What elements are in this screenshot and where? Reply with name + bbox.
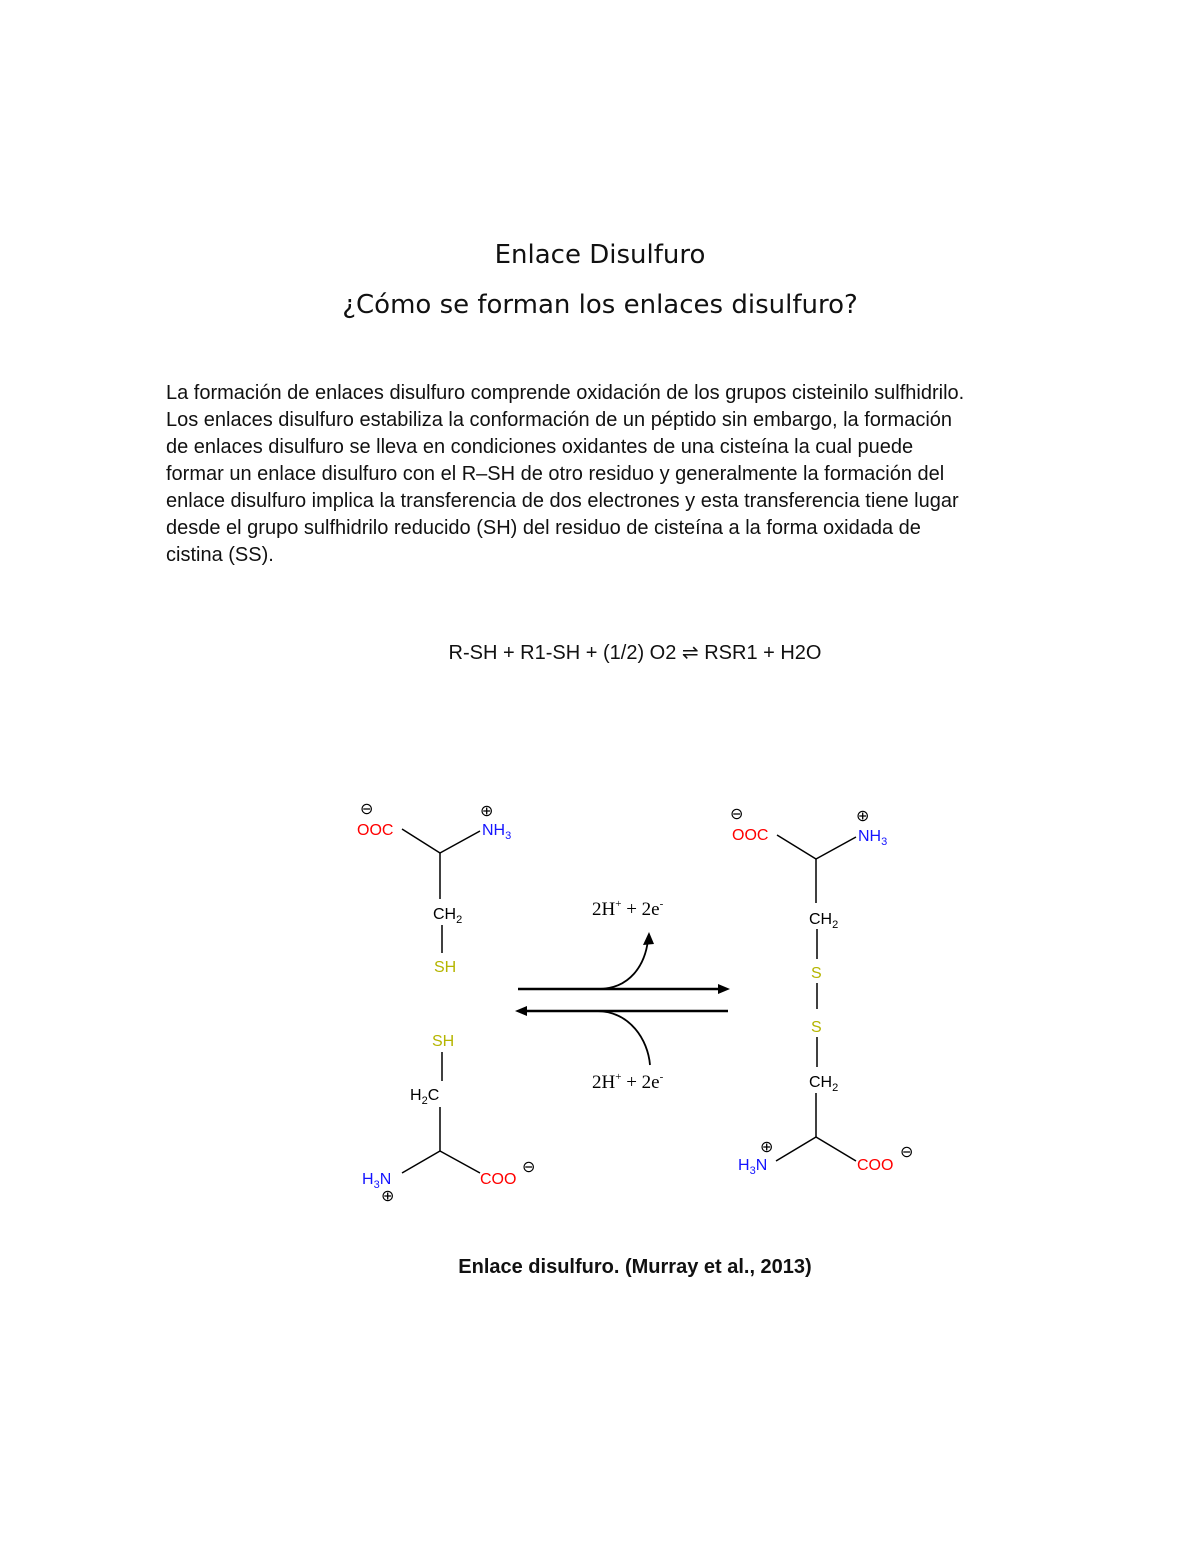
reaction-label-top: 2H+ + 2e- xyxy=(592,898,664,920)
bond-line xyxy=(402,1151,440,1173)
paragraph-line: formar un enlace disulfuro con el R–SH de otro residuo y generalmente la formación del xyxy=(166,463,945,485)
disulfide-diagram xyxy=(340,795,940,1215)
document-title: Enlace Disulfuro xyxy=(494,240,706,270)
paragraph-line: La formación de enlaces disulfuro comprende oxidación de los grupos cisteinilo sulfhidrilo. xyxy=(166,382,965,404)
paragraph-line: enlace disulfuro implica la transferencia de dos electrones y esta transferencia tiene lugar xyxy=(166,490,959,512)
release-curve-arrow xyxy=(598,940,648,989)
methylene-label: $CH_2$ xyxy=(809,1074,839,1094)
amine-label: $H_3N$ xyxy=(738,1157,768,1177)
release-arrowhead xyxy=(643,932,654,945)
carboxylate-label: COO xyxy=(857,1157,894,1174)
carboxylate-label: OOC xyxy=(732,827,769,844)
negative-charge-symbol: ⊖ xyxy=(730,806,744,823)
positive-charge-symbol: ⊕ xyxy=(760,1139,774,1156)
carboxylate-label: OOC xyxy=(357,822,394,839)
negative-charge-symbol: ⊖ xyxy=(360,801,374,818)
equilibrium-arrows xyxy=(515,898,730,1093)
document-subtitle: ¿Cómo se forman los enlaces disulfuro? xyxy=(342,290,858,320)
cystine-product xyxy=(730,806,913,1177)
paragraph-line: desde el grupo sulfhidrilo reducido (SH) del residuo de cisteína a la forma oxidada de xyxy=(166,517,921,539)
methylene-label: $H_2C$ xyxy=(410,1087,440,1107)
negative-charge-symbol: ⊖ xyxy=(522,1159,536,1176)
carboxylate-label: COO xyxy=(480,1171,517,1188)
positive-charge-symbol: ⊕ xyxy=(480,803,494,820)
figure-caption: Enlace disulfuro. (Murray et al., 2013) xyxy=(458,1256,812,1278)
reaction-equation: R-SH + R1-SH + (1/2) O2 ⇌ RSR1 + H2O xyxy=(448,642,822,664)
methylene-label: $CH_2$ xyxy=(809,911,839,931)
methylene-label: $CH_2$ xyxy=(433,906,463,926)
body-paragraph xyxy=(166,380,1046,569)
paragraph-line: de enlaces disulfuro se lleva en condiciones oxidantes de una cisteína la cual puede xyxy=(166,436,914,458)
positive-charge-symbol: ⊕ xyxy=(381,1188,395,1205)
reverse-arrowhead xyxy=(515,1006,527,1016)
positive-charge-symbol: ⊕ xyxy=(856,808,870,825)
amine-label: $H_3N$ xyxy=(362,1171,392,1191)
reaction-label-bottom: 2H+ + 2e- xyxy=(592,1071,664,1093)
bond-line xyxy=(402,829,440,853)
paragraph-line: cistina (SS). xyxy=(166,544,274,566)
amine-label: $NH_3$ xyxy=(482,822,512,842)
paragraph-line: Los enlaces disulfuro estabiliza la conformación de un péptido sin embargo, la formación xyxy=(166,409,953,431)
bond-line xyxy=(776,1137,816,1161)
cysteine-bottom xyxy=(362,1033,535,1205)
disulfide-reaction-figure xyxy=(340,795,940,1215)
negative-charge-symbol: ⊖ xyxy=(900,1144,914,1161)
sulfur-label: S xyxy=(811,1019,822,1036)
bond-line xyxy=(440,1151,480,1173)
bond-line xyxy=(777,835,816,859)
bond-line xyxy=(816,1137,856,1161)
uptake-curve-arrow xyxy=(596,1011,650,1065)
amine-label: $NH_3$ xyxy=(858,828,888,848)
thiol-label: SH xyxy=(432,1033,455,1050)
bond-line xyxy=(816,837,856,859)
sulfur-label: S xyxy=(811,965,822,982)
thiol-label: SH xyxy=(434,959,457,976)
forward-arrowhead xyxy=(718,984,730,994)
bond-line xyxy=(440,831,480,853)
cysteine-top xyxy=(357,801,511,976)
